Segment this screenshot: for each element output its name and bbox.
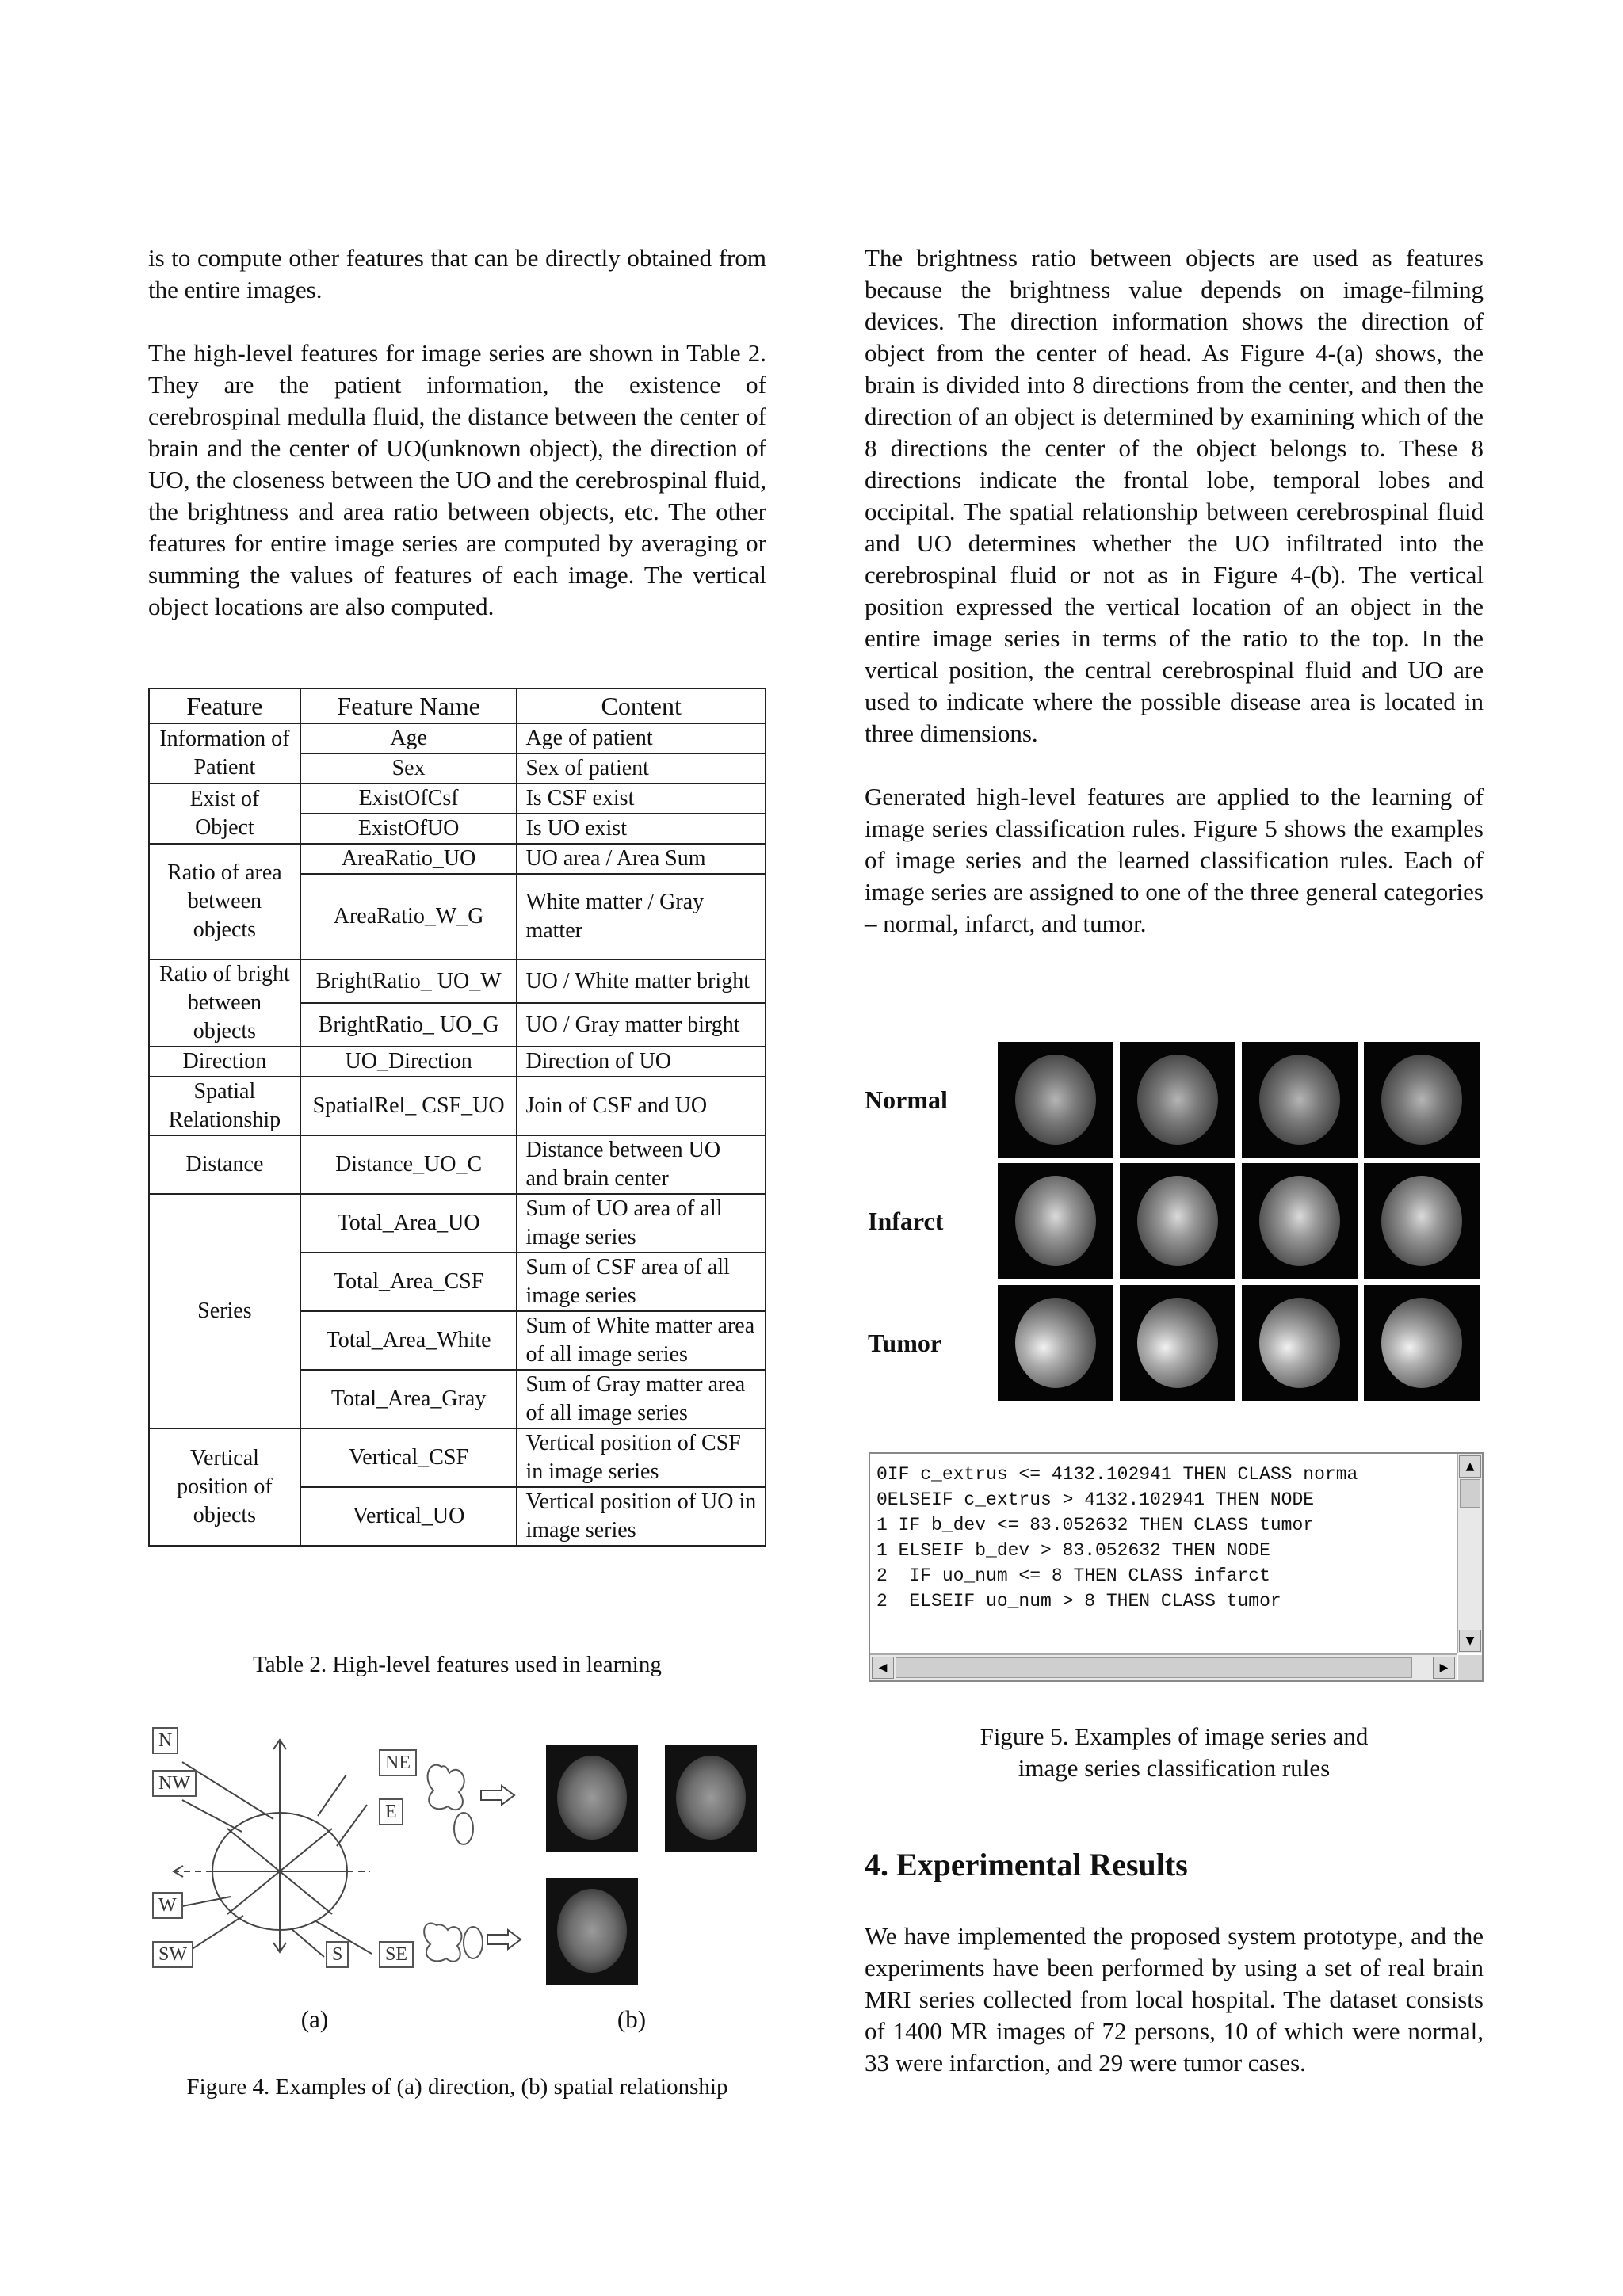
- horizontal-scrollbar[interactable]: [870, 1653, 1457, 1680]
- figure-5-caption: [865, 1721, 1484, 1784]
- direction-label-nw: NW: [152, 1770, 197, 1797]
- mri-image: [546, 1878, 638, 1985]
- content-cell: Sum of White matter area of all image series: [517, 1311, 766, 1370]
- feature-name-cell: UO_Direction: [300, 1047, 517, 1077]
- mri-tile: [1120, 1285, 1235, 1401]
- features-table: [148, 688, 766, 1547]
- row-label-tumor: Tumor: [868, 1329, 942, 1357]
- rule-line: 2 ELSEIF uo_num > 8 THEN CLASS tumor: [876, 1591, 1281, 1611]
- mri-tile: [1120, 1163, 1235, 1279]
- table-row: [149, 1135, 766, 1194]
- table-row: [149, 1194, 766, 1253]
- feature-group-cell: Information of Patient: [149, 723, 300, 784]
- table-row: [149, 1047, 766, 1077]
- figure-label-b: (b): [617, 2005, 647, 2033]
- feature-name-cell: Sex: [300, 753, 517, 784]
- right-column: [865, 242, 1484, 940]
- brain-scan: [1137, 1055, 1218, 1145]
- feature-name-cell: AreaRatio_UO: [300, 844, 517, 874]
- feature-name-cell: ExistOfUO: [300, 814, 517, 844]
- brain-scan: [1259, 1176, 1340, 1266]
- content-cell: UO / White matter bright: [517, 959, 766, 1003]
- brain-scan: [1015, 1055, 1096, 1145]
- direction-label-se: SE: [379, 1941, 414, 1968]
- brain-scan: [1015, 1298, 1096, 1388]
- feature-name-cell: AreaRatio_W_G: [300, 874, 517, 959]
- left-paragraph-2: The high-level features for image series are shown in Table 2. They are the patient information, the existence of cerebrospinal medulla fluid, the distance between the center of brain and the center of UO(unknown object), the direction of UO, the closeness between the UO and the cerebrospinal fluid, the brightness and area ratio between objects, etc. The other features for entire image series are computed by averaging or summing the values of features of each image. The vertical object locations are also computed.: [148, 339, 766, 620]
- table-header: Content: [517, 688, 766, 723]
- section-4-body: [865, 1920, 1484, 2079]
- direction-label-w: W: [152, 1892, 183, 1919]
- table-row: [149, 959, 766, 1003]
- mri-image: [665, 1745, 757, 1852]
- figure-5-caption-line-2: image series classification rules: [1018, 1754, 1331, 1782]
- row-label-normal: Normal: [865, 1085, 948, 1114]
- feature-name-cell: Total_Area_CSF: [300, 1253, 517, 1311]
- feature-group-cell: Vertical position of objects: [149, 1428, 300, 1546]
- feature-name-cell: Total_Area_Gray: [300, 1370, 517, 1428]
- vertical-scroll-thumb[interactable]: [1460, 1479, 1480, 1508]
- figure-label-a: (a): [300, 2005, 329, 2033]
- figure-4: [148, 1727, 766, 2060]
- feature-name-cell: Age: [300, 723, 517, 753]
- feature-name-cell: ExistOfCsf: [300, 784, 517, 814]
- mri-tile: [998, 1285, 1113, 1401]
- rules-text: [876, 1462, 1358, 1614]
- table-row: [149, 784, 766, 814]
- right-paragraph-1: The brightness ratio between objects are used as features because the brightness value depends on image-filming devices. The direction information shows the direction of object from the center of head. As Figure 4-(a) shows, the brain is divided into 8 directions from the center, and then the direction of an object is determined by examining which of the 8 directions the center of the object belongs to. These 8 directions indicate the frontal lobe, temporal lobes and occipital. The spatial relationship between cerebrospinal fluid and UO determines whether the UO infiltrated into the cerebrospinal fluid or not as in Figure 4-(b). The vertical position expressed the vertical location of an object in the entire image series in terms of the ratio to the top. In the vertical position, the central cerebrospinal fluid and UO are used to indicate where the possible disease area is located in three dimensions.: [865, 244, 1484, 747]
- content-cell: Is UO exist: [517, 814, 766, 844]
- content-cell: Vertical position of CSF in image series: [517, 1428, 766, 1487]
- rule-line: 0IF c_extrus <= 4132.102941 THEN CLASS norma: [876, 1464, 1358, 1485]
- mri-tile: [1364, 1163, 1480, 1279]
- table-row: [149, 1077, 766, 1135]
- scroll-down-button[interactable]: ▼: [1459, 1630, 1481, 1652]
- table-header-row: [149, 688, 766, 723]
- rules-window[interactable]: [869, 1452, 1484, 1682]
- rule-line: 2 IF uo_num <= 8 THEN CLASS infarct: [876, 1566, 1270, 1586]
- brain-scan: [1137, 1176, 1218, 1266]
- vertical-scrollbar[interactable]: [1457, 1454, 1482, 1653]
- section-heading: 4. Experimental Results: [865, 1847, 1188, 1882]
- figure-4-caption: Figure 4. Examples of (a) direction, (b) spatial relationship: [186, 2074, 728, 2100]
- content-cell: UO area / Area Sum: [517, 844, 766, 874]
- rule-line: 1 ELSEIF b_dev > 83.052632 THEN NODE: [876, 1540, 1270, 1561]
- direction-label-s: S: [326, 1941, 349, 1968]
- feature-name-cell: Total_Area_UO: [300, 1194, 517, 1253]
- content-cell: Join of CSF and UO: [517, 1077, 766, 1135]
- direction-label-n: N: [152, 1727, 178, 1754]
- table-row: [149, 723, 766, 753]
- feature-group-cell: Series: [149, 1194, 300, 1428]
- feature-group-cell: Exist of Object: [149, 784, 300, 844]
- content-cell: White matter / Gray matter: [517, 874, 766, 959]
- brain-scan: [557, 1756, 627, 1840]
- feature-group-cell: Spatial Relationship: [149, 1077, 300, 1135]
- direction-label-sw: SW: [152, 1941, 193, 1968]
- content-cell: Sex of patient: [517, 753, 766, 784]
- brain-scan: [676, 1756, 746, 1840]
- mri-image: [546, 1745, 638, 1852]
- table-row: [149, 844, 766, 874]
- feature-name-cell: Total_Area_White: [300, 1311, 517, 1370]
- brain-scan: [1381, 1176, 1462, 1266]
- mri-tile: [1120, 1042, 1235, 1158]
- feature-name-cell: SpatialRel_ CSF_UO: [300, 1077, 517, 1135]
- content-cell: Direction of UO: [517, 1047, 766, 1077]
- rule-line: 1 IF b_dev <= 83.052632 THEN CLASS tumor: [876, 1515, 1315, 1535]
- table-caption: Table 2. High-level features used in learning: [253, 1652, 662, 1677]
- brain-scan: [1015, 1176, 1096, 1266]
- mri-tile: [998, 1042, 1113, 1158]
- content-cell: Vertical position of UO in image series: [517, 1487, 766, 1546]
- rule-line: 0ELSEIF c_extrus > 4132.102941 THEN NODE: [876, 1489, 1315, 1510]
- scrollbar-corner: [1458, 1655, 1482, 1680]
- content-cell: Is CSF exist: [517, 784, 766, 814]
- direction-label-ne: NE: [379, 1749, 417, 1776]
- table-header: Feature: [149, 688, 300, 723]
- figure-5-caption-line-1: Figure 5. Examples of image series and: [980, 1722, 1369, 1750]
- feature-name-cell: Vertical_CSF: [300, 1428, 517, 1487]
- feature-group-cell: Ratio of bright between objects: [149, 959, 300, 1047]
- content-cell: Sum of CSF area of all image series: [517, 1253, 766, 1311]
- mri-tile: [1242, 1163, 1358, 1279]
- feature-name-cell: Distance_UO_C: [300, 1135, 517, 1194]
- feature-group-cell: Distance: [149, 1135, 300, 1194]
- mri-tile: [1364, 1285, 1480, 1401]
- left-column: [148, 242, 766, 623]
- right-paragraph-2: Generated high-level features are applied to the learning of image series classification rules. Figure 5 shows the examples of image series and the learned classification rules. Each of image series are assigned to one of the three general categories – normal, infarct, and tumor.: [865, 783, 1484, 937]
- scroll-up-button[interactable]: ▲: [1459, 1455, 1481, 1478]
- brain-scan: [1137, 1298, 1218, 1388]
- content-cell: UO / Gray matter birght: [517, 1003, 766, 1047]
- brain-scan: [557, 1889, 627, 1973]
- scroll-left-button[interactable]: ◀: [872, 1657, 894, 1679]
- horizontal-scroll-thumb[interactable]: [896, 1657, 1412, 1678]
- content-cell: Age of patient: [517, 723, 766, 753]
- brain-scan: [1381, 1055, 1462, 1145]
- direction-label-e: E: [379, 1798, 403, 1825]
- feature-group-cell: Direction: [149, 1047, 300, 1077]
- scroll-right-button[interactable]: ▶: [1433, 1657, 1455, 1679]
- brain-scan: [1381, 1298, 1462, 1388]
- feature-name-cell: BrightRatio_ UO_W: [300, 959, 517, 1003]
- row-label-infarct: Infarct: [868, 1207, 944, 1235]
- mri-tile: [1242, 1285, 1358, 1401]
- feature-name-cell: Vertical_UO: [300, 1487, 517, 1546]
- table-header: Feature Name: [300, 688, 517, 723]
- content-cell: Sum of Gray matter area of all image series: [517, 1370, 766, 1428]
- feature-group-cell: Ratio of area between objects: [149, 844, 300, 959]
- brain-scan: [1259, 1298, 1340, 1388]
- table-row: [149, 1428, 766, 1487]
- content-cell: Sum of UO area of all image series: [517, 1194, 766, 1253]
- left-paragraph-1: is to compute other features that can be directly obtained from the entire images.: [148, 244, 766, 303]
- section-4-paragraph: We have implemented the proposed system prototype, and the experiments have been performed by using a set of real brain MRI series collected from local hospital. The dataset consists of 1400 MR images of 72 persons, 10 of which were normal, 33 were infarction, and 29 were tumor cases.: [865, 1922, 1484, 2077]
- feature-name-cell: BrightRatio_ UO_G: [300, 1003, 517, 1047]
- content-cell: Distance between UO and brain center: [517, 1135, 766, 1194]
- mri-tile: [1364, 1042, 1480, 1158]
- mri-tile: [1242, 1042, 1358, 1158]
- brain-scan: [1259, 1055, 1340, 1145]
- mri-tile: [998, 1163, 1113, 1279]
